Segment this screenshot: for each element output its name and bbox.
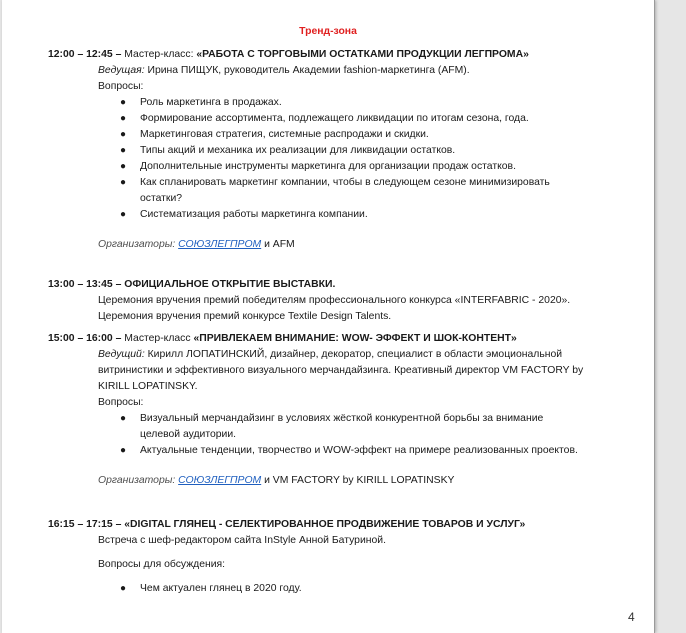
organizers-label: Организаторы: — [98, 239, 179, 250]
session-3-host-continuation: KIRILL LOPATINSKY. — [98, 381, 198, 392]
session-2-line: Церемония вручения премий победителям профессионального конкурса «INTERFABRIC - 2020». — [98, 295, 571, 306]
session-2-line: Церемония вручения премий конкурсе Textile Design Talents. — [98, 311, 392, 322]
host-text: Ирина ПИЩУК, руководитель Академии fashion-маркетинга (AFM). — [144, 65, 470, 76]
list-item: Типы акций и механика их реализации для ликвидации остатков. — [140, 145, 456, 156]
session-1-type: Мастер-класс: — [124, 49, 197, 60]
bullet-icon: ● — [120, 177, 127, 188]
list-item-continuation: целевой аудитории. — [140, 429, 237, 440]
session-4-line: Встреча с шеф-редактором сайта InStyle Анной Батуриной. — [98, 535, 386, 546]
host-text: Кирилл ЛОПАТИНСКИЙ, дизайнер, декоратор, специалист в области эмоциональной — [144, 349, 563, 360]
bullet-icon: ● — [120, 583, 127, 594]
bullet-icon: ● — [120, 445, 127, 456]
bullet-icon: ● — [120, 145, 127, 156]
session-3-title: «ПРИВЛЕКАЕМ ВНИМАНИЕ: WOW- ЭФФЕКТ И ШОК-КОНТЕНТ» — [193, 333, 517, 344]
session-1-heading — [48, 48, 529, 62]
list-item: Систематизация работы маркетинга компании. — [140, 209, 368, 220]
organizers-rest: и VM FACTORY by KIRILL LOPATINSKY — [261, 475, 455, 486]
list-item: Визуальный мерчандайзинг в условиях жёсткой конкурентной борьбы за внимание — [140, 413, 544, 424]
list-item: Актуальные тенденции, творчество и WOW-эффект на примере реализованных проектов. — [140, 445, 578, 456]
session-2-time: 13:00 – 13:45 – — [48, 279, 125, 290]
session-1-questions-label: Вопросы: — [98, 81, 144, 92]
session-2-heading — [48, 278, 335, 292]
organizers-rest: и AFM — [261, 239, 295, 250]
session-2-title: ОФИЦИАЛЬНОЕ ОТКРЫТИЕ ВЫСТАВКИ. — [124, 279, 336, 290]
session-3-type: Мастер-класс — [124, 333, 194, 344]
session-3-questions-label: Вопросы: — [98, 397, 144, 408]
session-4-time: 16:15 – 17:15 – — [48, 519, 125, 530]
section-header: Тренд-зона — [299, 26, 357, 37]
session-1-time: 12:00 – 12:45 – — [48, 49, 125, 60]
list-item: Формирование ассортимента, подлежащего ликвидации по итогам сезона, года. — [140, 113, 529, 124]
list-item: Роль маркетинга в продажах. — [140, 97, 282, 108]
list-item: Дополнительные инструменты маркетинга для организации продаж остатков. — [140, 161, 516, 172]
session-1-host — [98, 64, 470, 78]
organizer-link[interactable]: СОЮЗЛЕГПРОМ — [178, 239, 262, 250]
organizers-label: Организаторы: — [98, 475, 179, 486]
session-3-organizers — [98, 474, 454, 488]
list-item: Чем актуален глянец в 2020 году. — [140, 583, 302, 594]
session-3-time: 15:00 – 16:00 – — [48, 333, 125, 344]
session-1-organizers — [98, 238, 295, 252]
session-4-questions-label: Вопросы для обсуждения: — [98, 559, 226, 570]
bullet-icon: ● — [120, 97, 127, 108]
list-item-continuation: остатки? — [140, 193, 183, 204]
organizer-link[interactable]: СОЮЗЛЕГПРОМ — [178, 475, 262, 486]
page-number: 4 — [628, 610, 635, 624]
bullet-icon: ● — [120, 413, 127, 424]
bullet-icon: ● — [120, 161, 127, 172]
session-3-host — [98, 348, 562, 362]
session-1-title: «РАБОТА С ТОРГОВЫМИ ОСТАТКАМИ ПРОДУКЦИИ ЛЕГПРОМА» — [196, 49, 529, 60]
session-4-title: «DIGITAL ГЛЯНЕЦ - СЕЛЕКТИРОВАННОЕ ПРОДВИЖЕНИЕ ТОВАРОВ И УСЛУГ» — [124, 519, 526, 530]
session-3-host-continuation: витринистики и эффективного визуального мерчандайзинга. Креативный директор VM FACTORY by — [98, 365, 584, 376]
host-label: Ведущий: — [98, 349, 145, 360]
session-4-heading — [48, 518, 525, 532]
bullet-icon: ● — [120, 113, 127, 124]
session-3-heading — [48, 332, 517, 346]
list-item: Маркетинговая стратегия, системные распродажи и скидки. — [140, 129, 429, 140]
document-page — [2, 0, 655, 633]
bullet-icon: ● — [120, 209, 127, 220]
host-label: Ведущая: — [98, 65, 145, 76]
list-item: Как спланировать маркетинг компании, чтобы в следующем сезоне минимизировать — [140, 177, 550, 188]
bullet-icon: ● — [120, 129, 127, 140]
